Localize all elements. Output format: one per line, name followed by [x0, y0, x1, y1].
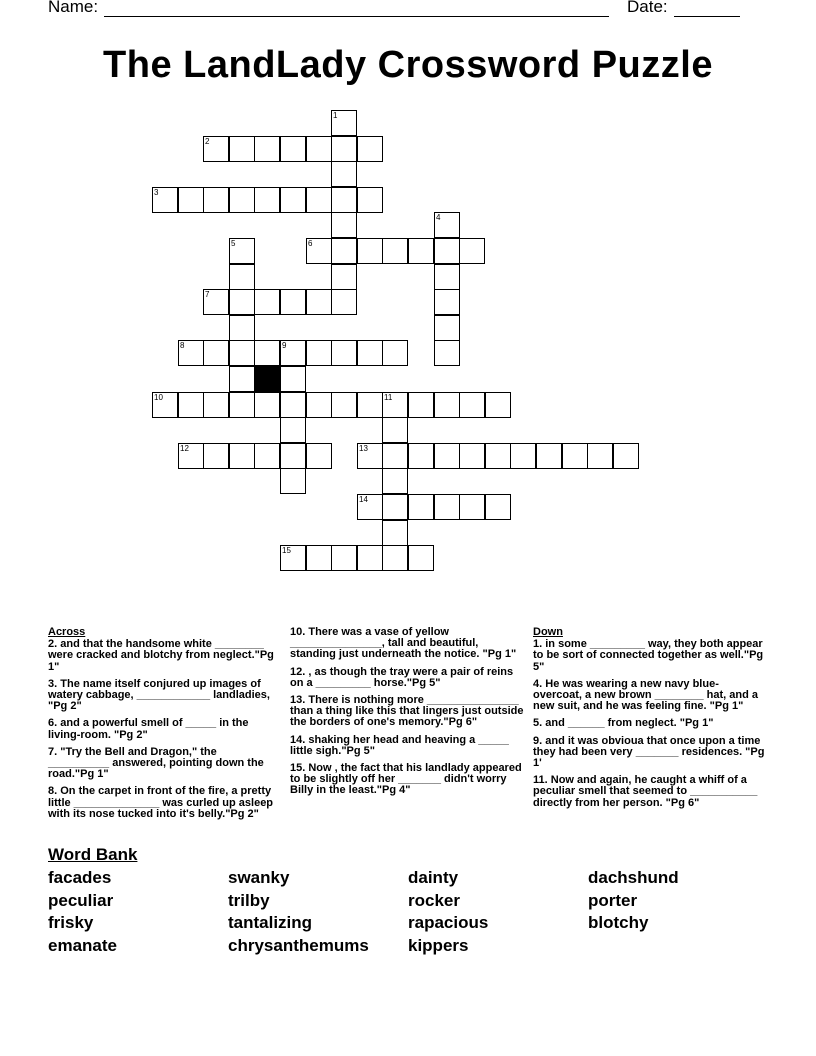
crossword-cell[interactable] — [382, 238, 408, 264]
word-bank-word: chrysanthemums — [228, 936, 369, 955]
crossword-cell[interactable] — [357, 443, 383, 469]
crossword-cell[interactable] — [203, 392, 229, 418]
crossword-cell[interactable] — [562, 443, 588, 469]
crossword-cell[interactable] — [459, 494, 485, 520]
crossword-cell[interactable] — [306, 289, 332, 315]
crossword-cell[interactable] — [357, 238, 383, 264]
crossword-cell[interactable] — [434, 212, 460, 238]
clue-number: 3 — [154, 188, 159, 197]
word-bank-word: blotchy — [588, 913, 649, 932]
crossword-cell[interactable] — [382, 443, 408, 469]
crossword-cell[interactable] — [254, 289, 280, 315]
crossword-cell[interactable] — [331, 340, 357, 366]
crossword-cell[interactable] — [152, 187, 178, 213]
crossword-cell[interactable] — [178, 392, 204, 418]
crossword-cell[interactable] — [434, 340, 460, 366]
crossword-cell[interactable] — [229, 289, 255, 315]
crossword-cell[interactable] — [331, 212, 357, 238]
crossword-cell[interactable] — [613, 443, 639, 469]
crossword-cell[interactable] — [408, 545, 434, 571]
crossword-cell[interactable] — [510, 443, 536, 469]
crossword-cell[interactable] — [485, 494, 511, 520]
crossword-cell[interactable] — [587, 443, 613, 469]
clue-number: 10 — [154, 393, 163, 402]
word-bank-title: Word Bank — [48, 845, 138, 864]
clue-down-11: 11. Now and again, he caught a whiff of a peculiar smell that seemed to ___________ directly from her person. "Pg 6" — [533, 774, 758, 809]
word-bank-word: porter — [588, 891, 638, 910]
clue-across-12: 12. , as though the tray were a pair of reins on a _________ horse."Pg 5" — [290, 665, 514, 689]
crossword-cell[interactable] — [280, 340, 306, 366]
crossword-cell[interactable] — [229, 366, 255, 392]
word-bank-word: kippers — [408, 936, 469, 955]
word-bank-word: peculiar — [48, 891, 114, 910]
clue-across-7: 7. "Try the Bell and Dragon," the __________ answered, pointing down the road."Pg 1" — [48, 745, 264, 781]
word-bank-word: rapacious — [408, 913, 489, 932]
crossword-cell[interactable] — [203, 340, 229, 366]
crossword-cell[interactable] — [536, 443, 562, 469]
crossword-cell[interactable] — [434, 443, 460, 469]
clue-number: 2 — [205, 137, 210, 146]
clue-across-15: 15. Now , the fact that his landlady appeared to be slightly off her _______ didn't worry Billy in the least."Pg 4" — [290, 762, 522, 797]
crossword-cell[interactable] — [357, 136, 383, 162]
crossword-cell[interactable] — [229, 264, 255, 290]
word-bank-word: facades — [48, 868, 112, 887]
crossword-cell[interactable] — [357, 494, 383, 520]
crossword-cell[interactable] — [434, 392, 460, 418]
crossword-cell[interactable] — [280, 545, 306, 571]
word-bank-word: dachshund — [588, 868, 679, 887]
crossword-cell[interactable] — [434, 289, 460, 315]
word-bank-word: emanate — [48, 936, 117, 955]
clue-down-4: 4. He was wearing a new navy blue-overcoat, a new brown ________ hat, and a new suit, and he was feeling fine. "Pg 1" — [533, 677, 758, 713]
crossword-cell[interactable] — [203, 289, 229, 315]
crossword-cell[interactable] — [178, 443, 204, 469]
across-clues-column-2 — [290, 627, 524, 803]
crossword-cell[interactable] — [459, 238, 485, 264]
crossword-cell[interactable] — [434, 264, 460, 290]
crossword-cell[interactable] — [331, 187, 357, 213]
clue-across-6: 6. and a powerful smell of _____ in the living-room. "Pg 2" — [48, 717, 249, 741]
clue-across-14: 14. shaking her head and heaving a _____ little sigh."Pg 5" — [290, 733, 509, 757]
crossword-cell[interactable] — [280, 417, 306, 443]
across-clues-column-1 — [48, 627, 280, 826]
down-clues-column — [533, 627, 765, 815]
crossword-cell[interactable] — [357, 392, 383, 418]
crossword-cell[interactable] — [357, 340, 383, 366]
crossword-cell[interactable] — [408, 443, 434, 469]
crossword-cell[interactable] — [280, 468, 306, 494]
crossword-cell[interactable] — [280, 187, 306, 213]
crossword-cell[interactable] — [254, 187, 280, 213]
crossword-cell[interactable] — [331, 392, 357, 418]
crossword-cell[interactable] — [434, 315, 460, 341]
word-bank-word: rocker — [408, 891, 460, 910]
crossword-cell[interactable] — [280, 443, 306, 469]
crossword-cell[interactable] — [254, 340, 280, 366]
crossword-cell[interactable] — [280, 366, 306, 392]
down-heading: Down — [533, 626, 563, 638]
crossword-cell[interactable] — [434, 238, 460, 264]
crossword-cell[interactable] — [203, 443, 229, 469]
crossword-cell[interactable] — [382, 545, 408, 571]
crossword-cell[interactable] — [306, 545, 332, 571]
clue-across-8: 8. On the carpet in front of the fire, a pretty little ______________ was curled up asleep with its nose tucked into it's belly."Pg 2" — [48, 785, 274, 820]
word-bank-word: trilby — [228, 891, 270, 910]
crossword-cell[interactable] — [229, 340, 255, 366]
crossword-cell[interactable] — [306, 238, 332, 264]
across-heading: Across — [48, 626, 86, 638]
crossword-cell[interactable] — [331, 264, 357, 290]
crossword-cell[interactable] — [229, 136, 255, 162]
date-label: Date: — [627, 0, 668, 16]
crossword-cell[interactable] — [382, 468, 408, 494]
word-bank-word: swanky — [228, 868, 290, 887]
crossword-cell[interactable] — [280, 289, 306, 315]
crossword-cell[interactable] — [382, 494, 408, 520]
name-label: Name: — [48, 0, 99, 16]
clue-number: 11 — [384, 393, 393, 402]
clue-down-9: 9. and it was obvioua that once upon a time they had been very _______ residences. "Pg 1' — [533, 734, 765, 770]
clue-number: 4 — [436, 213, 441, 222]
clue-down-5: 5. and ______ from neglect. "Pg 1" — [533, 717, 714, 730]
crossword-cell[interactable] — [382, 417, 408, 443]
clue-across-2: 2. and that the handsome white ________ were cracked and blotchy from neglect."Pg 1" — [48, 638, 274, 673]
clue-across-10: 10. There was a vase of yellow _______________, tall and beautiful, standing just underneath the notice. "Pg 1" — [290, 626, 517, 661]
crossword-cell[interactable] — [408, 392, 434, 418]
crossword-cell[interactable] — [382, 392, 408, 418]
clue-number: 8 — [180, 341, 185, 350]
page-title: The LandLady Crossword Puzzle — [103, 44, 713, 86]
crossword-cell[interactable] — [459, 392, 485, 418]
word-bank-word: frisky — [48, 913, 94, 932]
crossword-cell[interactable] — [331, 238, 357, 264]
crossword-cell[interactable] — [331, 161, 357, 187]
word-bank-word: dainty — [408, 868, 459, 887]
crossword-cell[interactable] — [434, 494, 460, 520]
crossword-cell[interactable] — [306, 443, 332, 469]
crossword-cell[interactable] — [382, 340, 408, 366]
clue-number: 9 — [282, 341, 287, 350]
crossword-cell[interactable] — [203, 136, 229, 162]
clue-number: 7 — [205, 290, 210, 299]
crossword-cell[interactable] — [306, 136, 332, 162]
clue-number: 14 — [359, 495, 368, 504]
crossword-cell[interactable] — [203, 187, 229, 213]
crossword-cell[interactable] — [306, 187, 332, 213]
crossword-cell[interactable] — [254, 136, 280, 162]
crossword-cell[interactable] — [357, 187, 383, 213]
crossword-cell[interactable] — [331, 110, 357, 136]
clue-across-3: 3. The name itself conjured up images of watery cabbage, ____________ landladies, "Pg 2" — [48, 677, 270, 713]
blocked-cell — [254, 366, 280, 392]
crossword-cell[interactable] — [408, 238, 434, 264]
clue-number: 12 — [180, 444, 189, 453]
crossword-cell[interactable] — [280, 392, 306, 418]
crossword-cell[interactable] — [229, 315, 255, 341]
crossword-cell[interactable] — [152, 392, 178, 418]
crossword-cell[interactable] — [178, 340, 204, 366]
crossword-cell[interactable] — [229, 187, 255, 213]
crossword-cell[interactable] — [229, 392, 255, 418]
crossword-cell[interactable] — [357, 545, 383, 571]
clue-number: 1 — [333, 111, 338, 120]
clue-number: 5 — [231, 239, 236, 248]
crossword-cell[interactable] — [331, 136, 357, 162]
crossword-cell[interactable] — [408, 494, 434, 520]
clue-number: 13 — [359, 444, 368, 453]
crossword-cell[interactable] — [382, 520, 408, 546]
crossword-cell[interactable] — [280, 136, 306, 162]
crossword-cell[interactable] — [306, 392, 332, 418]
crossword-cell[interactable] — [331, 289, 357, 315]
clue-number: 15 — [282, 546, 291, 555]
crossword-cell[interactable] — [229, 238, 255, 264]
word-bank-word: tantalizing — [228, 913, 313, 932]
crossword-cell[interactable] — [459, 443, 485, 469]
crossword-cell[interactable] — [254, 443, 280, 469]
crossword-cell[interactable] — [306, 340, 332, 366]
crossword-cell[interactable] — [485, 443, 511, 469]
crossword-cell[interactable] — [178, 187, 204, 213]
crossword-cell[interactable] — [254, 392, 280, 418]
crossword-cell[interactable] — [229, 443, 255, 469]
crossword-cell[interactable] — [485, 392, 511, 418]
clue-across-13: 13. There is nothing more _______________ than a thing like this that lingers just outside the borders of one's memory."Pg 6" — [290, 694, 524, 729]
clue-number: 6 — [308, 239, 313, 248]
crossword-cell[interactable] — [331, 545, 357, 571]
clue-down-1: 1. in some _________ way, they both appear to be sort of connected together as well."Pg 5" — [533, 638, 764, 673]
